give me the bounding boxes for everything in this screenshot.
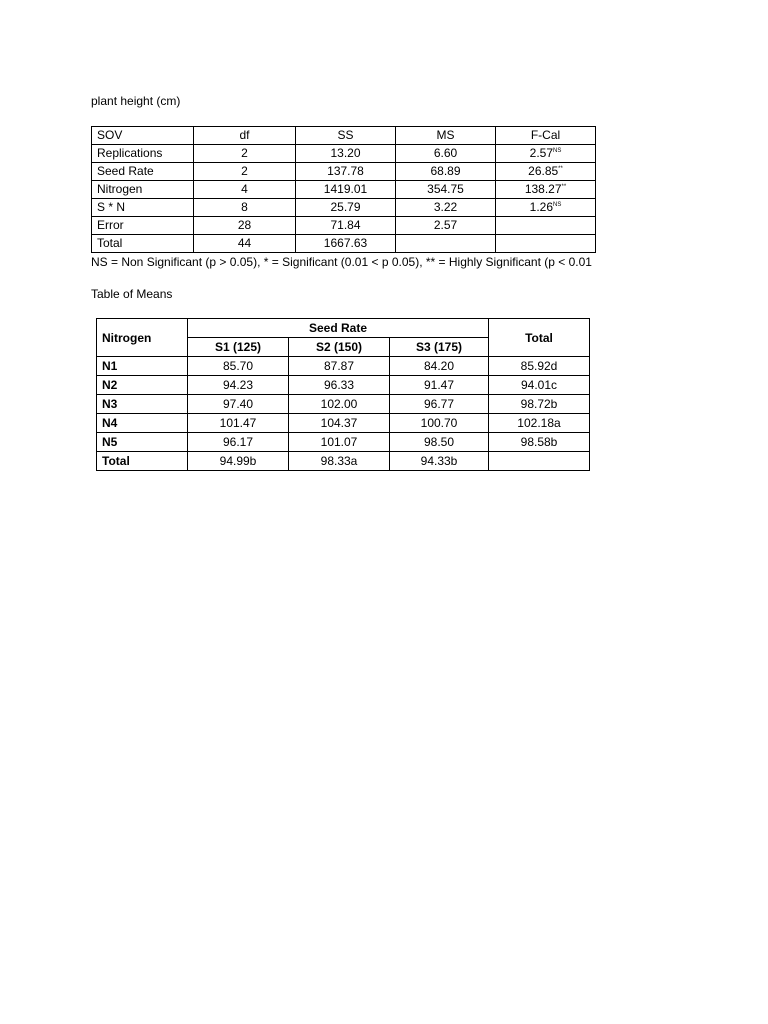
means-header-seed-rate: Seed Rate [188,319,489,338]
anova-sig: NS [553,148,562,154]
anova-fcal: 26.85 [528,164,559,178]
anova-sov: Total [92,235,194,253]
means-total [489,452,590,471]
anova-fcal-cell [496,199,596,217]
means-header-nitrogen: Nitrogen [97,319,188,357]
means-total: 85.92d [489,357,590,376]
means-value: 102.00 [289,395,390,414]
anova-ms: 6.60 [396,145,496,163]
means-row-label: N5 [97,433,188,452]
means-header-s3: S3 (175) [390,338,489,357]
means-row-label: N1 [97,357,188,376]
means-row [97,452,590,471]
significance-note: NS = Non Significant (p > 0.05), * = Significant (0.01 < p 0.05), ** = Highly Significant (p < 0.01 [91,255,592,269]
anova-ms: 3.22 [396,199,496,217]
anova-fcal: 1.26 [529,200,553,214]
means-value: 94.99b [188,452,289,471]
anova-fcal-cell [496,235,596,253]
anova-sov: Seed Rate [92,163,194,181]
means-table [96,318,590,471]
anova-sov: Error [92,217,194,235]
means-row-label: Total [97,452,188,471]
means-value: 85.70 [188,357,289,376]
means-header-s2: S2 (150) [289,338,390,357]
anova-header-fcal: F-Cal [496,127,596,145]
means-row [97,433,590,452]
anova-fcal-cell [496,181,596,199]
anova-header-row [92,127,596,145]
anova-ss: 137.78 [296,163,396,181]
means-value: 94.23 [188,376,289,395]
anova-sov: S * N [92,199,194,217]
means-total: 102.18a [489,414,590,433]
means-value: 98.50 [390,433,489,452]
means-value: 84.20 [390,357,489,376]
anova-ss: 1419.01 [296,181,396,199]
anova-fcal-cell [496,163,596,181]
anova-row [92,199,596,217]
anova-ms: 354.75 [396,181,496,199]
anova-ms: 2.57 [396,217,496,235]
means-value: 96.17 [188,433,289,452]
means-value: 101.07 [289,433,390,452]
anova-df: 2 [194,145,296,163]
means-value: 96.33 [289,376,390,395]
anova-row [92,145,596,163]
anova-df: 2 [194,163,296,181]
anova-table [91,126,596,253]
means-value: 87.87 [289,357,390,376]
anova-ss: 71.84 [296,217,396,235]
anova-sov: Replications [92,145,194,163]
anova-header-df: df [194,127,296,145]
anova-fcal-cell [496,217,596,235]
means-value: 104.37 [289,414,390,433]
means-row [97,357,590,376]
anova-row [92,163,596,181]
anova-sig: ** [561,184,567,190]
means-value: 98.33a [289,452,390,471]
means-total: 94.01c [489,376,590,395]
means-value: 91.47 [390,376,489,395]
means-total: 98.58b [489,433,590,452]
document-heading: plant height (cm) [91,94,181,108]
anova-row [92,181,596,199]
anova-ss: 1667.63 [296,235,396,253]
means-value: 97.40 [188,395,289,414]
means-row [97,395,590,414]
means-value: 101.47 [188,414,289,433]
anova-df: 28 [194,217,296,235]
anova-ss: 13.20 [296,145,396,163]
means-header-row [97,319,590,338]
means-row-label: N3 [97,395,188,414]
anova-df: 8 [194,199,296,217]
anova-row [92,235,596,253]
anova-sig: NS [553,202,562,208]
anova-header-ss: SS [296,127,396,145]
means-value: 96.77 [390,395,489,414]
anova-sig: ** [558,166,563,172]
anova-header-sov: SOV [92,127,194,145]
anova-header-ms: MS [396,127,496,145]
means-row-label: N4 [97,414,188,433]
means-header-s1: S1 (125) [188,338,289,357]
anova-df: 4 [194,181,296,199]
anova-row [92,217,596,235]
anova-df: 44 [194,235,296,253]
anova-fcal: 138.27 [524,182,562,196]
means-total: 98.72b [489,395,590,414]
means-header-total: Total [489,319,590,357]
anova-ms [396,235,496,253]
means-value: 100.70 [390,414,489,433]
anova-sov: Nitrogen [92,181,194,199]
means-heading: Table of Means [91,287,173,301]
anova-fcal: 2.57 [529,146,553,160]
means-row-label: N2 [97,376,188,395]
anova-ms: 68.89 [396,163,496,181]
anova-fcal-cell [496,145,596,163]
anova-ss: 25.79 [296,199,396,217]
means-value: 94.33b [390,452,489,471]
means-row [97,376,590,395]
means-row [97,414,590,433]
